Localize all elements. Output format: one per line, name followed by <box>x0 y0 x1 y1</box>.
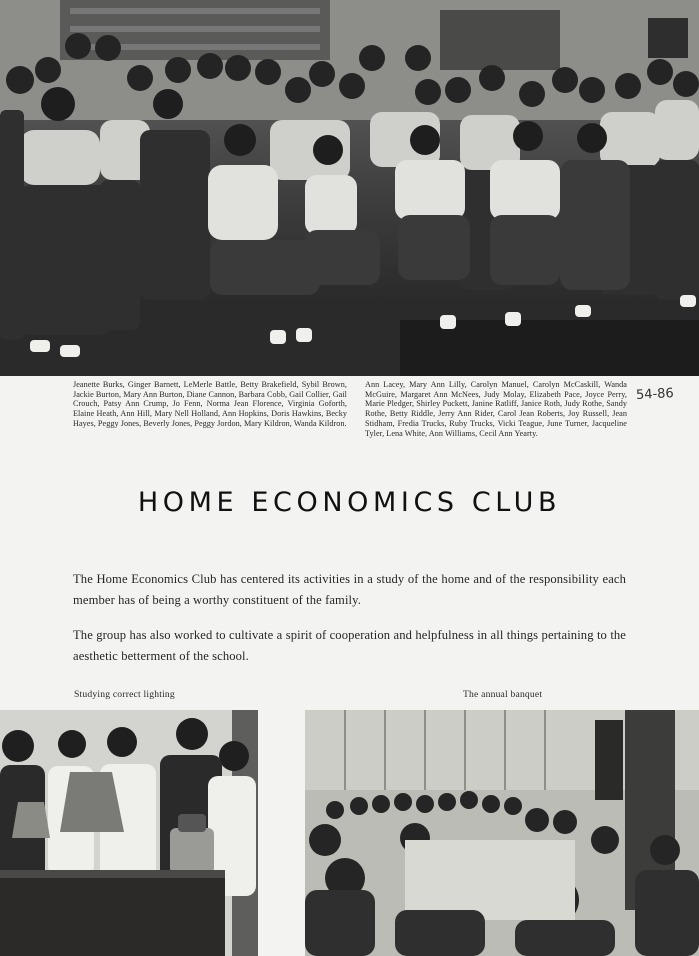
caption-right: The annual banquet <box>463 689 543 700</box>
paragraph-2: The group has also worked to cultivate a spirit of cooperation and helpfulness in all things pertaining to the aesthetic betterment of the school. <box>73 627 626 663</box>
lighting-photo <box>0 710 258 956</box>
caption-left: Studying correct lighting <box>74 689 175 700</box>
names-right: Ann Lacey, Mary Ann Lilly, Carolyn Manuel, Carolyn McCaskill, Wanda McGuire, Margaret Ann McNees, Judy Molay, Elizabeth Pace, Joyce Perry, Marie Pledger, Shirley Puckett, Janine Ratliff, Janice Roth, Judy Rothe, Sandy Rothe, Betty Riddle, Jerry Ann Rider, Carol Jean Roberts, Joy Russell, Jean Stidham, Fredia Trucks, Ruby Trucks, Vicki Teague, June Turner, Jacqueline Tyler, Lena White, Ann Williams, Cecil Ann Yearty. <box>365 380 627 438</box>
names-left: Jeanette Burks, Ginger Barnett, LeMerle Battle, Betty Brakefield, Sybil Brown, Jackie Burton, Mary Ann Burton, Diane Cannon, Barbara Cobb, Gail Collier, Gail Crouch, Patsy Ann Crump, Jo Fenn, Norma Jean Florence, Virginia Goforth, Elaine Heath, Ann Hill, Mary Nell Holland, Ann Hopkins, Doris Hawkins, Becky Hayes, Peggy Jones, Beverly Jones, Peggy Jordon, Mary Kildron, Wanda Kildron. <box>73 380 347 428</box>
page-title: HOME ECONOMICS CLUB <box>137 487 562 518</box>
paragraph-1: The Home Economics Club has centered its activities in a study of the home and of the responsibility each member has of being a worthy constituent of the family. <box>73 571 626 607</box>
group-photo <box>0 0 699 376</box>
handwritten-note: 54-86 <box>635 386 675 403</box>
banquet-photo <box>305 710 699 956</box>
